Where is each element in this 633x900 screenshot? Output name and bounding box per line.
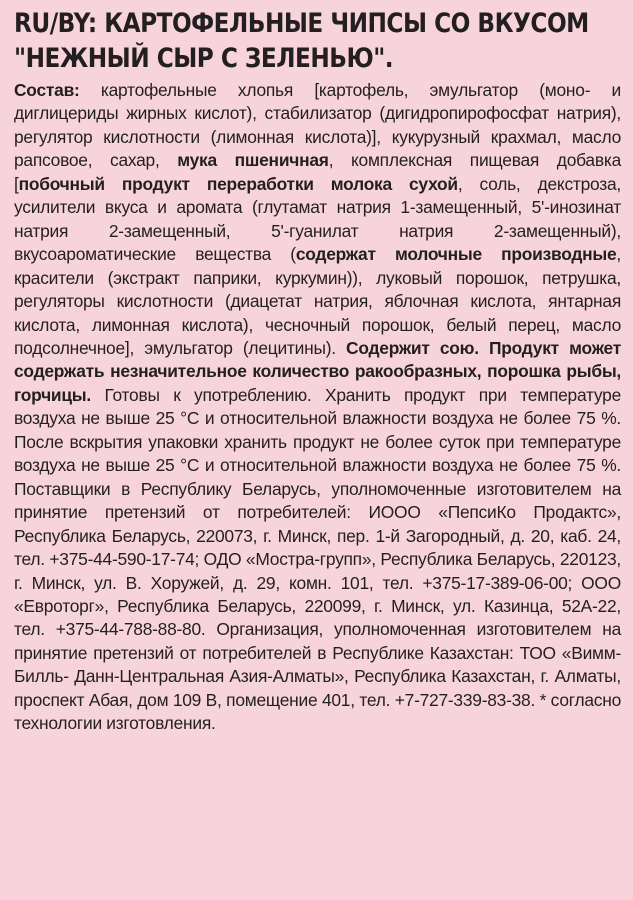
text-segment: картофельные хлопья [картофель, эмульгатор (моно- и диглицериды жирных кислот), стабилизатор (дигидропирофосфат натрия), регулятор кислотности (лимонная кислота)], кукурузный крахмал, масло рапсовое, сахар, bbox=[14, 80, 621, 171]
composition-heading: Состав: bbox=[14, 80, 80, 100]
text-segment: , комплексная пищевая добавка [ bbox=[14, 150, 621, 194]
allergen-wheat-flour: мука пшеничная bbox=[177, 150, 329, 171]
ingredients-text bbox=[14, 79, 621, 736]
text-segment: , соль, декстроза, усилители вкуса и аромата (глутамат натрия 1-замещенный, 5'-инозинат натрия 2-замещенный, 5'-гуанилат натрия 2-замещенный), вкусоароматические вещества ( bbox=[14, 173, 621, 265]
storage-and-supplier-info: Готовы к употреблению. Хранить продукт при температуре воздуха не выше 25 °С и относительной влажности воздуха не более 75 %. После вскрытия упаковки хранить продукт не более суток при температуре воздуха не выше 25 °С и относительной влажности воздуха не более 75 %. Поставщики в Республику Беларусь, уполномоченные изготовителем на принятие претензий от потребителей: ИООО «ПепсиКо Продактс», Республика Беларусь, 220073, г. Минск, пер. 1-й Загородный, д. 20, каб. 24, тел. +375-44-590-17-74; ОДО «Мостра-групп», Республика Беларусь, 220123, г. Минск, ул. В. Хоружей, д. 29, комн. 101, тел. +375-17-389-06-00; ООО «Евроторг», Республика Беларусь, 220099, г. Минск, ул. Казинца, 52А-22, тел. +375-44-788-88-80. Организация, уполномоченная изготовителем на принятие претензий от потребителей в Республике Казахстан: ТОО «Вимм-Билль- Данн-Центральная Азия-Алматы», Республика Казахстан, г. Алматы, проспект Абая, дом 109 В, помещение 401, тел. +7-727-339-83-38. * согласно технологии изготовления. bbox=[14, 384, 621, 734]
allergen-milk-byproduct: побочный продукт переработки молока сухой bbox=[18, 173, 458, 194]
allergen-milk-derivatives: содержат молочные производные bbox=[295, 244, 617, 265]
product-title: RU/BY: КАРТОФЕЛЬНЫЕ ЧИПСЫ СО ВКУСОМ "НЕЖНЫЙ СЫР С ЗЕЛЕНЬЮ". bbox=[14, 8, 589, 74]
allergen-warning: Содержит сою. Продукт может содержать незначительное количество ракообразных, порошка рыбы, горчицы. bbox=[14, 337, 622, 405]
text-segment: , красители (экстракт паприки, куркумин)), луковый порошок, петрушка, регуляторы кислотности (диацетат натрия, яблочная кислота, янтарная кислота, лимонная кислота), чесночный порошок, белый перец, масло подсолнечное], эмульгатор (лецитины). bbox=[14, 244, 621, 358]
